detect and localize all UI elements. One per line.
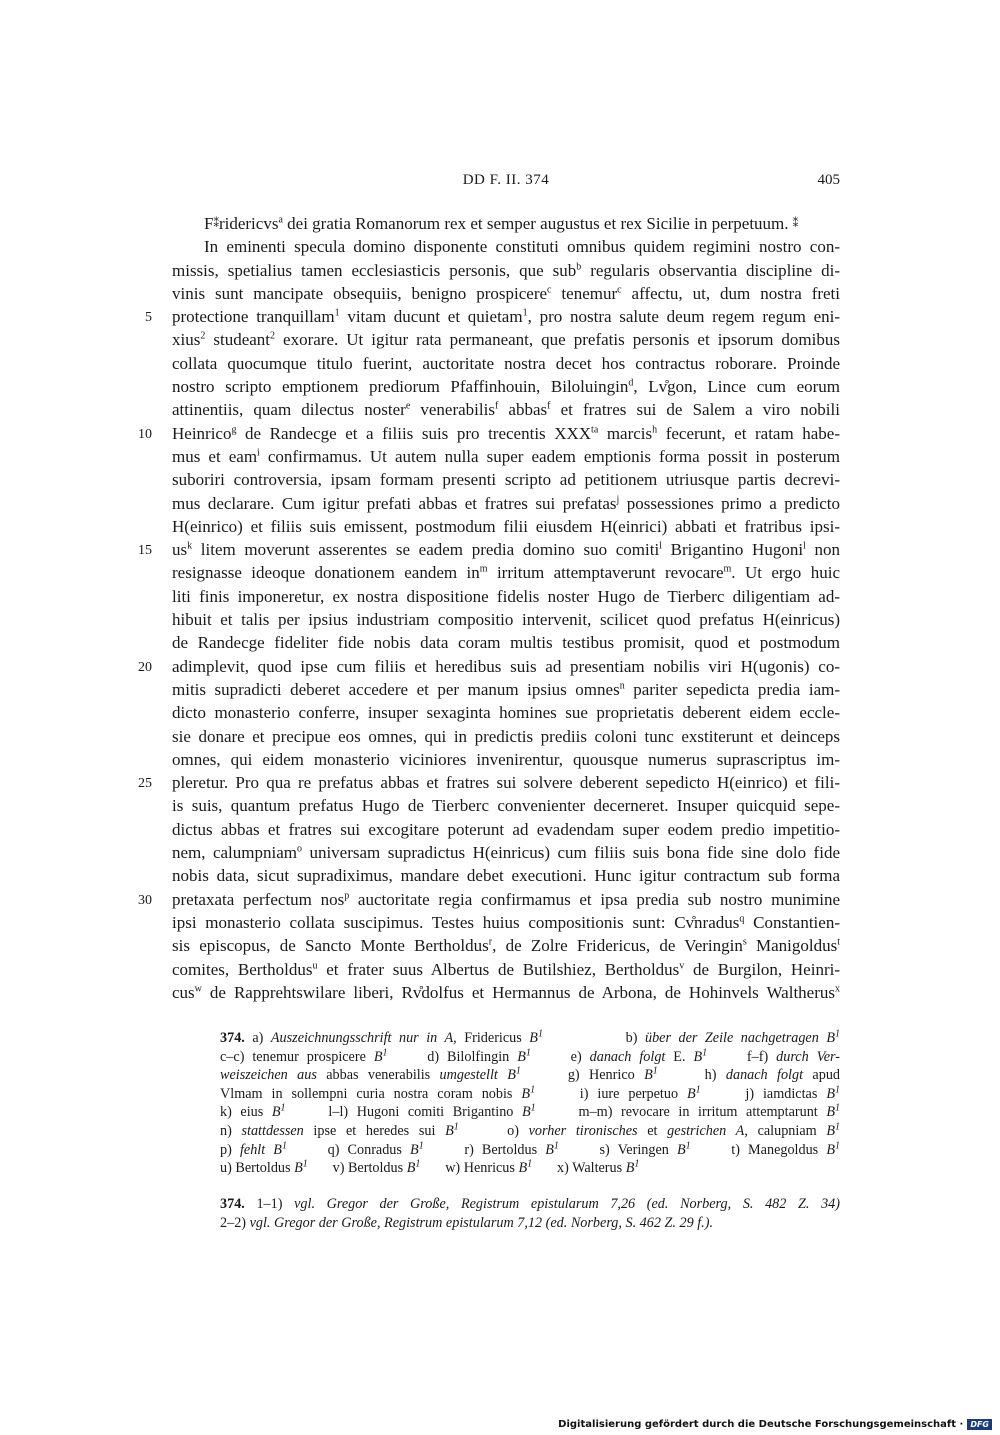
text-line [172,468,840,491]
text-line [172,235,840,258]
line-text: collata quocumque titulo fuerint, auctoritate nostra decet hos contractus roborare. Proinde [172,353,840,373]
text-line [138,538,841,561]
line-text: missis, spetialius tamen ecclesiasticis personis, que sub$^b$ regularis observantia discipline di- [172,260,840,280]
line-text: attinentiis, quam dilectus noster$^e$ venerabilis$^f$ abbas$^f$ et fratres sui de Salem a viro nobili [172,400,840,420]
apparatus-line: Vlmam in sollempni curia nostra coram nobis $B^1$ i) iure perpetuo $B^1$ j) iamdictas $B^1$ [220,1084,840,1102]
line-text: omnes, qui eidem monasterio viciniores invenirentur, quousque numerus suprascriptus im- [172,749,840,769]
line-text: liti finis imponeretur, ex nostra dispositione fidelis noster Hugo de Tierberc diligentiam ad- [172,586,840,606]
text-line [172,748,840,771]
apparatus-line: 374. a) Auszeichnungsschrift nur in A, Fridericus $B^1$ b) über der Zeile nachgetragen $B^1$ [220,1028,840,1046]
line-text: pretaxata perfectum nos$^p$ auctoritate regia confirmamus et ipsa predia sub nostro munimine [172,889,841,909]
text-line [138,422,841,445]
apparatus-line: n) stattdessen ipse et heredes sui $B^1$ o) vorher tironisches et gestrichen A, calupniam $B^1$ [220,1121,841,1139]
line-text: hibuit et talis per ipsius industriam compositio intervenit, scilicet quod prefatus H(einricus) [172,610,840,630]
source-notes [220,1195,840,1232]
line-text: mus declarare. Cum igitur prefati abbas et fratres sui prefatas$^j$ possessiones primo a predicto [172,493,841,513]
page-number: 405 [817,172,840,188]
line-text: pleretur. Pro qua re prefatus abbas et fratres sui solvere deberent sepedicto H(einrico) et fili- [172,773,840,793]
text-line [172,725,840,748]
running-header [172,172,840,196]
text-line [172,631,840,654]
line-text: dictus abbas et fratres sui excogitare poterunt ad evadendam super eodem predio impetitio- [172,819,840,839]
line-text: protectione tranquillam$^1$ vitam ducunt et quietam$^1$, pro nostra salute deum regem regum eni- [172,307,840,327]
line-text: nostro scripto emptionem prediorum Pfaffinhouin, Biloluingin$^d$, L​v̊gon, Lince cum eorum [172,377,841,397]
line-text: H(einrico) et filiis suis emissent, postmodum filii eiusdem H(einrici) abbati et fratribus ipsi- [172,516,840,536]
line-text: cus$^w$ de Rapprehtswilare liberi, R​v̊dolfus et Hermannus de Arbona, de Hohinvels Waltherus$^x$ [172,982,840,1002]
text-line [172,282,840,305]
critical-apparatus [220,1029,840,1178]
note-line: 374. 1–1) vgl. Gregor der Große, Registrum epistularum 7,26 (ed. Norberg, S. 482 Z. 34) [220,1196,840,1212]
text-line [172,445,840,468]
text-line [172,352,840,375]
text-line [172,958,840,981]
text-line [172,934,840,957]
text-line [172,701,840,724]
text-line [172,678,840,701]
line-text: sie donare et precipue eos omnes, qui in predictis prediis coloni tunc exstiterunt et deinceps [172,726,840,746]
apparatus-line: p) fehlt $B^1$ q) Conradus $B^1$ r) Bertoldus $B^1$ s) Veringen $B^1$ t) Manegoldus $B^1$ [220,1139,840,1158]
apparatus-line: k) eius $B^1$ l–l) Hugoni comiti Brigantino $B^1$ m–m) revocare in irritum attemptarunt $B^1$ [220,1102,840,1121]
apparatus-line: c–c) tenemur prospicere $B^1$ d) Bilolfingin $B^1$ e) danach folgt E. $B^1$ f–f) durch Ver- [220,1046,840,1065]
text-line [172,259,840,282]
text-line [172,794,840,817]
line-text: Heinrico$^g$ de Randecge et a filiis suis pro trecentis $XXX^{ta}$ marcis$^h$ fecerunt, et ratam habe- [172,423,841,443]
text-line [172,328,840,351]
text-line [138,655,840,678]
charter-text [138,212,841,1004]
document-number: DD F. II. 374 [462,172,550,188]
line-text: mus et eam$^i$ confirmamus. Ut autem nulla super eadem emptionis forma possit in posterum [172,446,840,466]
text-line [138,771,840,794]
line-number: 15 [138,543,152,559]
line-text: In eminenti specula domino disponente constituti omnibus quidem regimini nostro con- [204,237,840,257]
text-line [172,398,840,421]
text-line [145,305,840,328]
line-text: ipsi monasterio collata suscipimus. Testes huius compositionis sunt: C​v̊nradus$^q$ Constantien- [172,912,840,932]
apparatus-line: weiszeichen aus abbas venerabilis umgestellt $B^1$ g) Henrico $B^1$ h) danach folgt apud [220,1065,841,1084]
line-text: suboriri controversia, ipsam formam presenti scripto ad petitionem utriusque partis decrevi- [172,470,840,490]
line-number: 20 [138,659,152,675]
dfg-logo: DFG [967,1419,992,1430]
line-text: xius$^2$ studeant$^2$ exorare. Ut igitur rata permaneant, que prefatis personis et ipsorum domibus [172,330,840,350]
line-text: vinis sunt mancipate obsequiis, benigno prospicere$^c$ tenemur$^c$ affectu, ut, dum nostra freti [172,283,841,303]
text-line [172,608,840,631]
line-text: $us^k$ litem moverunt asserentes se eadem predia domino suo comiti$^l$ Brigantino Hugoni$^l$ non [172,540,841,560]
note-line: 2–2) vgl. Gregor der Große, Registrum epistularum 7,12 (ed. Norberg, S. 462 Z. 29 f.). [220,1214,713,1231]
line-text: mitis supradicti deberet accedere et per manum ipsius omnes$^n$ pariter sepedicta predia iam- [172,679,840,699]
text-line [172,981,840,1004]
line-text: is suis, quantum prefatus Hugo de Tierberc convenienter decerneret. Insuper quicquid sepe- [172,796,840,816]
text-line [172,818,840,841]
line-text: comites, Bertholdus$^u$ et frater suus Albertus de Butilshiez, Bertholdus$^v$ de Burgilon, Heinri- [172,959,840,979]
line-number: 25 [138,776,152,792]
line-text: nem, calumpniam$^o$ universam supradictus H(einricus) cum filiis suis bona fide sine dolo fide [172,843,840,863]
line-number: 30 [138,892,152,908]
line-text: F⁑ridericvs$^a$ dei gratia Romanorum rex et semper augustus et rex Sicilie in perpetuum. ⁑ [204,214,799,233]
text-line [172,212,840,235]
text-line [138,888,841,911]
text-line [172,375,840,398]
text-line [172,561,840,584]
funding-text: Digitalisierung gefördert durch die Deutsche Forschungsgemeinschaft · [558,1419,964,1430]
text-line [172,585,840,608]
line-number: 10 [138,426,152,442]
line-text: dicto monasterio conferre, insuper sexaginta homines sue proprietatis deberent eidem eccle- [172,703,840,723]
line-text: nobis data, sicut supradiximus, mandare debet executioni. Hunc igitur contractum sub forma [172,866,840,886]
funding-footer [558,1419,992,1430]
text-line [172,911,840,934]
text-line [172,864,840,887]
text-line [172,492,840,515]
line-number: 5 [145,310,152,326]
line-text: sis episcopus, de Sancto Monte Bertholdus$^r$, de Zolre Fridericus, de Veringin$^s$ Manigoldus$^t$ [172,936,841,956]
line-text: resignasse ideoque donationem eandem $in^m$ irritum attemptaverunt revocare$^m$. Ut ergo huic [172,563,840,583]
text-line [172,841,840,864]
text-line [172,515,840,538]
line-text: adimplevit, quod ipse cum filiis et heredibus suis ad presentiam nobilis viri H(ugonis) co- [172,656,840,676]
apparatus-line: u) Bertoldus $B^1$ v) Bertoldus $B^1$ w) Henricus $B^1$ x) Walterus $B^1$ [220,1158,640,1177]
line-text: de Randecge fideliter fide nobis data coram multis testibus promisit, quod et postmodum [172,633,840,653]
